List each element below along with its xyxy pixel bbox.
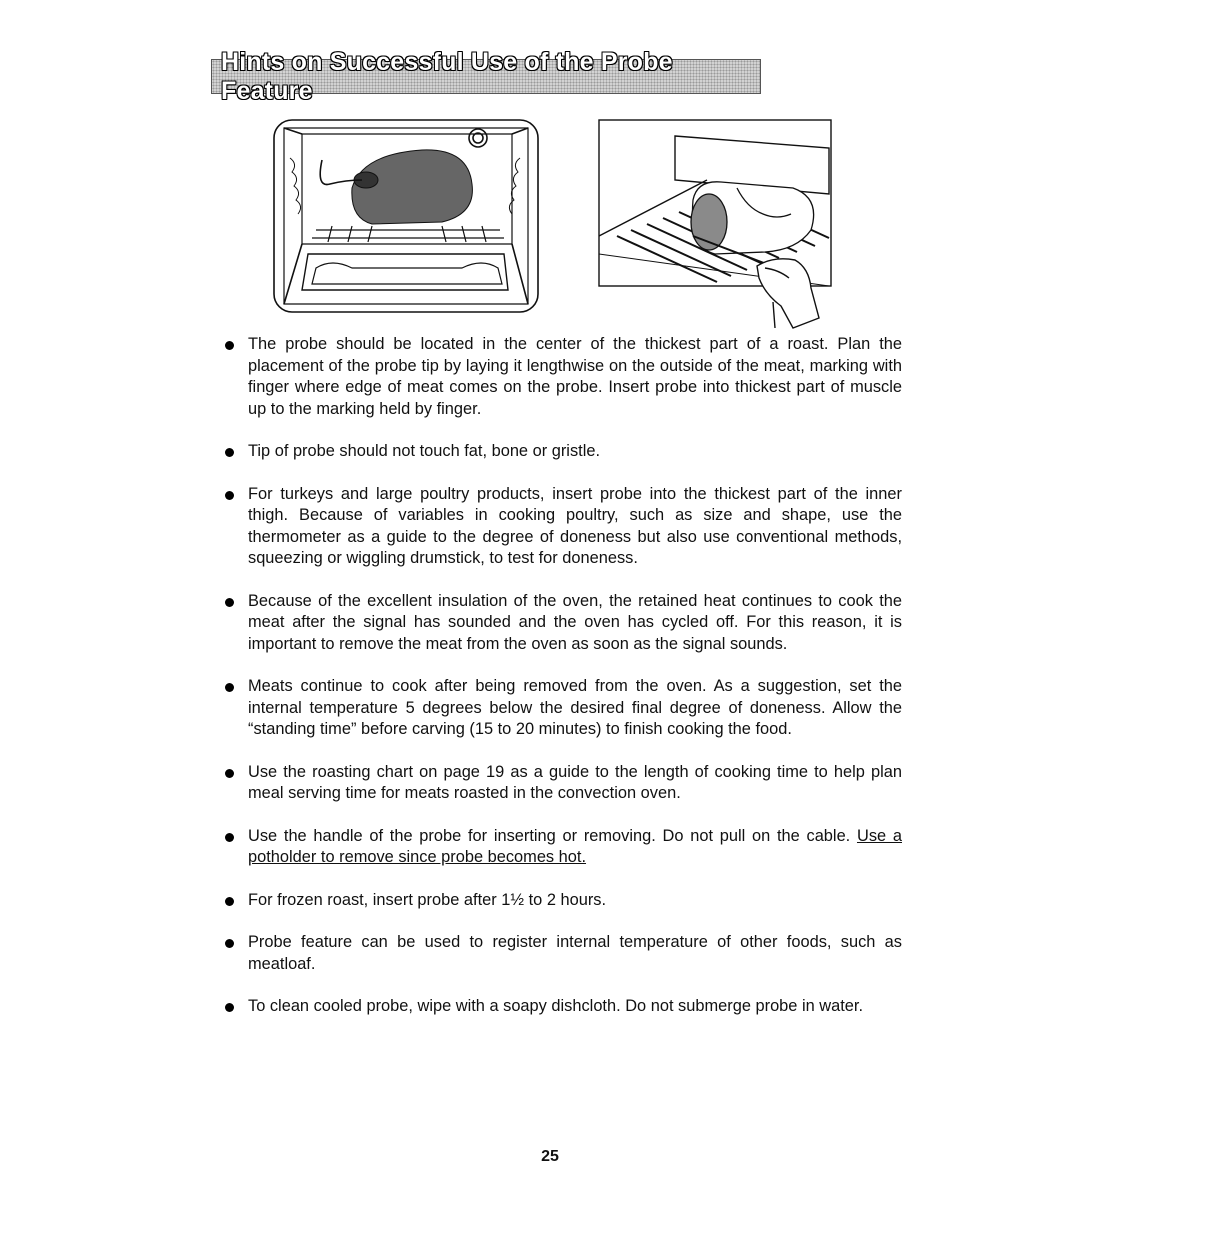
- page-number: 25: [541, 1148, 559, 1165]
- hint-text: Meats continue to cook after being removed from the oven. As a suggestion, set the internal temperature 5 degrees below the desired final degree of doneness. Allow the “standing time” before carving (15 to 20 minutes) to finish cooking the food.: [248, 677, 902, 738]
- hint-item: [222, 334, 902, 420]
- hint-text: Probe feature can be used to register internal temperature of other foods, such as meatloaf.: [248, 933, 902, 973]
- hint-text: Because of the excellent insulation of the oven, the retained heat continues to cook the meat after the signal has sounded and the oven has cycled off. For this reason, it is important to remove the meat from the oven as soon as the signal sounds.: [248, 591, 902, 653]
- hint-text: For frozen roast, insert probe after 1½ to 2 hours.: [248, 890, 607, 909]
- hint-text: Use the handle of the probe for inserting or removing. Do not pull on the cable.: [248, 826, 851, 845]
- hint-text: To clean cooled probe, wipe with a soapy dishcloth. Do not submerge probe in water.: [248, 997, 864, 1015]
- hint-item: [222, 932, 902, 975]
- hint-text: Use the roasting chart on page 19 as a guide to the length of cooking time to help plan meal serving time for meats roasted in the convection oven.: [248, 762, 902, 802]
- hint-item: [222, 441, 902, 463]
- section-title-banner: [211, 47, 761, 105]
- hint-text: The probe should be located in the center of the thickest part of a roast. Plan the placement of the probe tip by laying it lengthwise on the outside of the meat, marking with finger where edge of meat comes on the probe. Insert probe into thickest part of muscle up to the marking held by finger.: [248, 335, 902, 418]
- oven-with-roast-probe-icon: [272, 118, 540, 314]
- probe-hints-list: [222, 334, 902, 1018]
- hint-underlined-warning: Use a potholder to remove since probe becomes hot.: [248, 826, 902, 866]
- hint-text: For turkeys and large poultry products, insert probe into the thickest part of the inner thigh. Because of variables in cooking poultry, such as size and shape, use the thermometer as a guide to the degree of doneness but also use conventional methods, squeezing or wiggling drumstick, to test for doneness.: [248, 484, 902, 567]
- hint-item: [222, 826, 902, 869]
- hint-item: [222, 591, 902, 656]
- section-title: Hints on Successful Use of the Probe Feature: [221, 47, 673, 105]
- hint-item: [222, 996, 902, 1018]
- hint-item: [222, 484, 902, 570]
- hint-item: [222, 890, 902, 912]
- hint-item: [222, 676, 902, 741]
- hint-item: [222, 762, 902, 805]
- hint-text: Tip of probe should not touch fat, bone or gristle.: [248, 442, 601, 460]
- hand-measuring-probe-on-roast-icon: [597, 118, 837, 330]
